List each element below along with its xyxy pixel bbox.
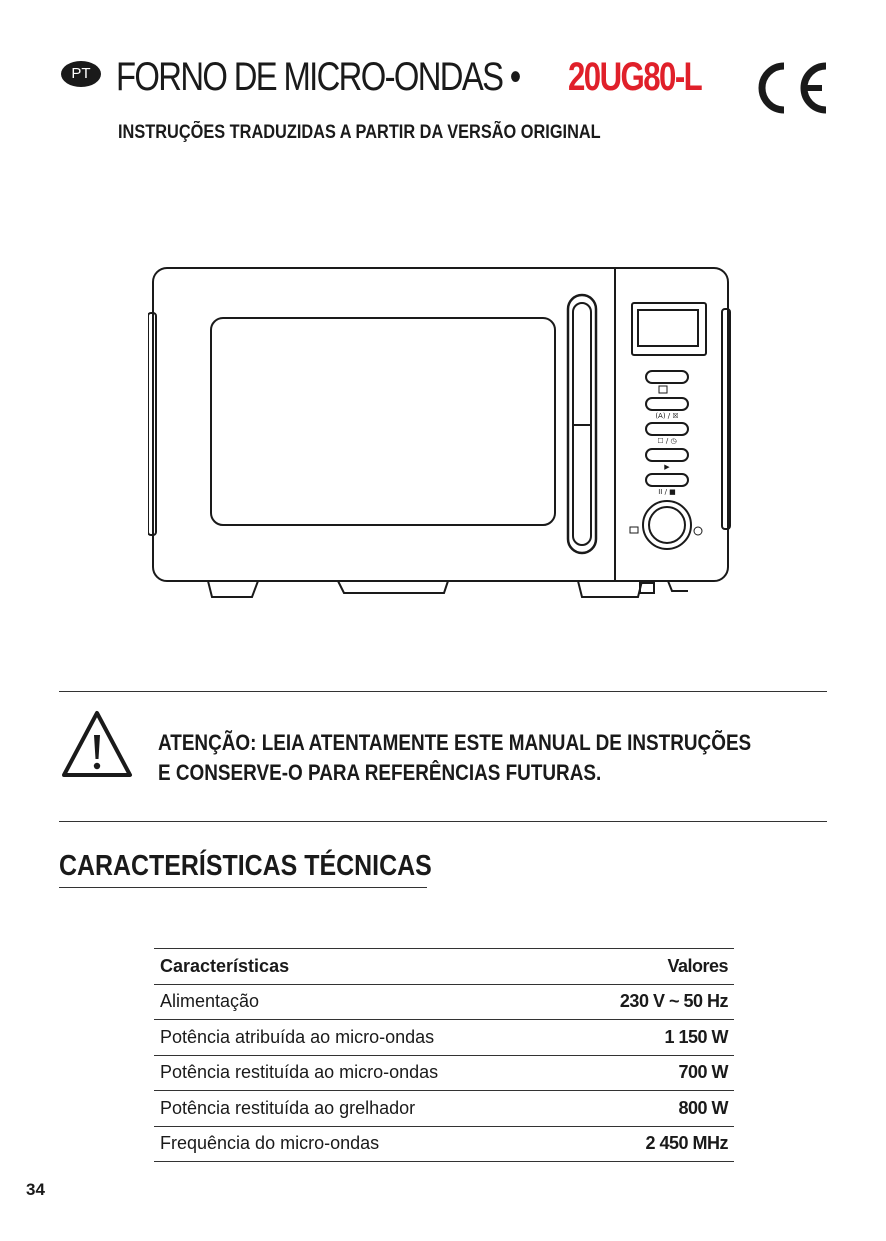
row-value: 700 W <box>678 1062 728 1083</box>
table-row <box>154 1020 734 1056</box>
page-title <box>116 52 608 102</box>
subtitle: INSTRUÇÕES TRADUZIDAS A PARTIR DA VERSÃO ORIGINAL <box>118 122 601 143</box>
row-value: 800 W <box>678 1097 728 1118</box>
title-text: FORNO DE MICRO-ONDAS • <box>116 54 520 99</box>
language-badge: PT <box>61 61 101 87</box>
row-value: 1 150 W <box>664 1026 728 1047</box>
panel-label-3: ☐ / ◷ <box>657 437 677 445</box>
row-name: Potência restituída ao micro-ondas <box>160 1062 439 1083</box>
table-row <box>154 1126 734 1162</box>
model-number: 20UG80-L <box>568 55 702 99</box>
ce-mark-icon <box>748 60 830 116</box>
table-row <box>154 984 734 1020</box>
header-name: Características <box>160 955 290 976</box>
section-title: CARACTERÍSTICAS TÉCNICAS <box>59 850 432 882</box>
table-header-row <box>154 949 734 985</box>
table-row <box>154 1091 734 1127</box>
row-value: 230 V ~ 50 Hz <box>619 991 728 1012</box>
row-name: Frequência do micro-ondas <box>160 1133 380 1154</box>
warning-triangle-icon <box>60 707 134 781</box>
table-row <box>154 1055 734 1091</box>
microwave-illustration <box>148 265 733 605</box>
row-name: Alimentação <box>160 991 260 1012</box>
row-name: Potência atribuída ao micro-ondas <box>160 1026 435 1047</box>
row-name: Potência restituída ao grelhador <box>160 1097 416 1118</box>
section-underline <box>59 887 427 888</box>
divider-top <box>59 691 827 692</box>
divider-bottom <box>59 821 827 822</box>
panel-label-5: II / ■ <box>658 488 676 496</box>
page-number: 34 <box>26 1180 45 1199</box>
specs-table <box>154 948 734 1162</box>
panel-label-2: (A) / ☒ <box>655 412 679 420</box>
header-value: Valores <box>667 955 728 976</box>
panel-label-4: ▶ <box>664 463 670 471</box>
row-value: 2 450 MHz <box>645 1133 728 1154</box>
warning-text: ATENÇÃO: LEIA ATENTAMENTE ESTE MANUAL DE INSTRUÇÕES E CONSERVE-O PARA REFERÊNCIAS FUTURAS. <box>158 730 752 785</box>
